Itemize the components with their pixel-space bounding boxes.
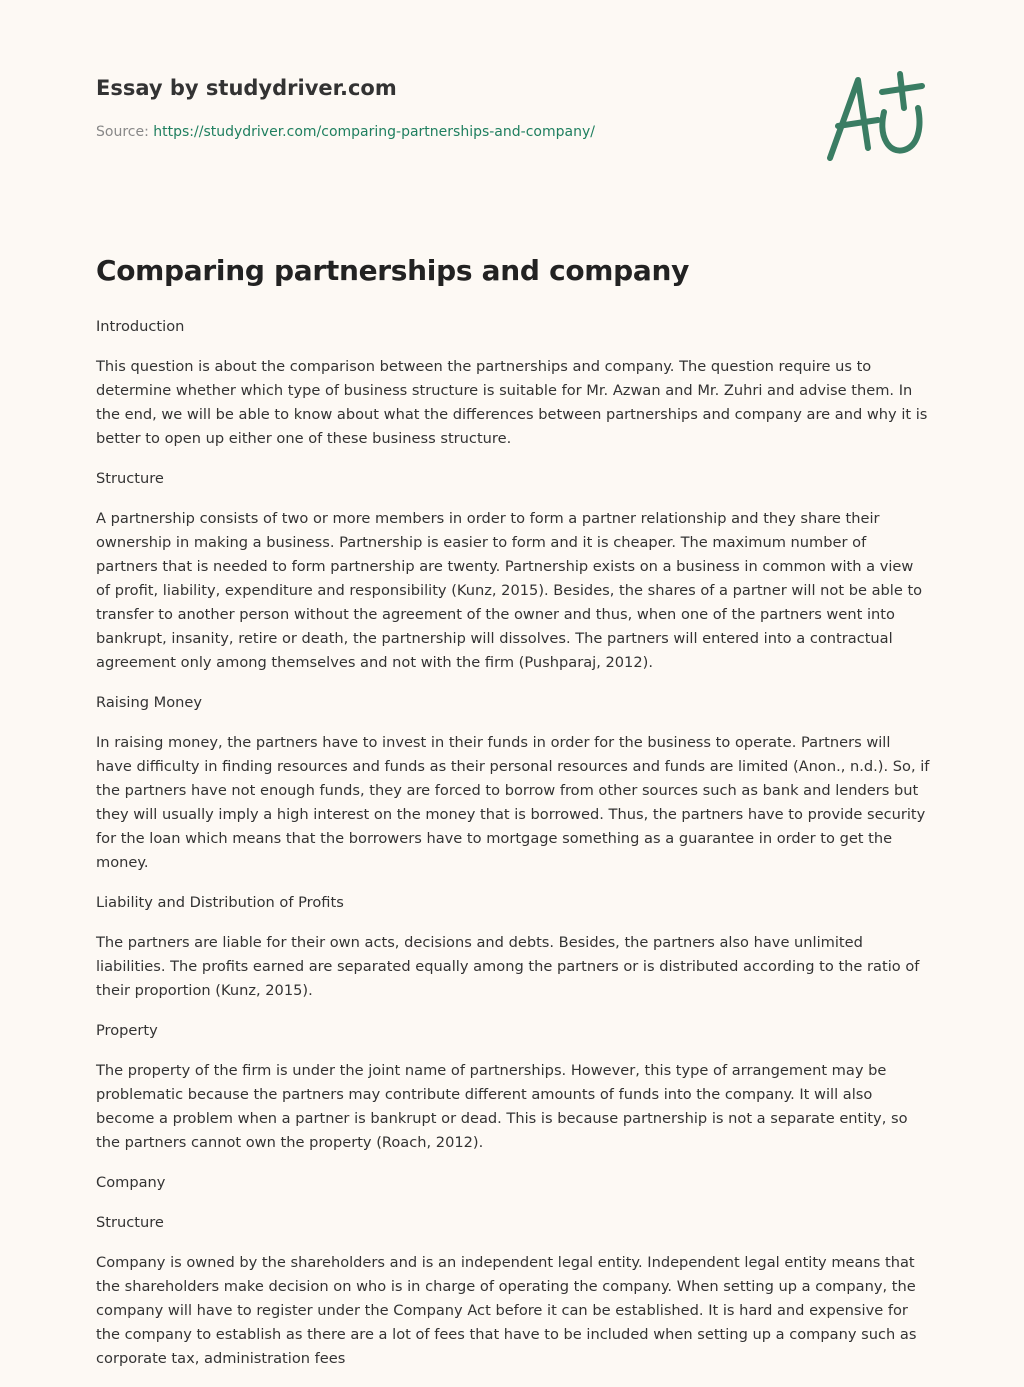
source-link[interactable]: https://studydriver.com/comparing-partnerships-and-company/ <box>153 124 595 140</box>
paragraph: This question is about the comparison between the partnerships and company. The question require us to determine whether which type of business structure is suitable for Mr. Azwan and Mr. Zuhri and advise them. In the end, we will be able to know about what the differences between partnerships and company are and why it is better to open up either one of these business structure. <box>96 358 928 447</box>
paragraph: The property of the firm is under the joint name of partnerships. However, this type of arrangement may be problematic because the partners may contribute different amounts of funds into the company. It will also become a problem when a partner is bankrupt or dead. This is because partnership is not a separate entity, so the partners cannot own the property (Roach, 2012). <box>96 1062 908 1151</box>
essay-title: Comparing partnerships and company <box>96 254 690 287</box>
section-heading: Structure <box>96 1214 164 1231</box>
section-heading: Introduction <box>96 318 185 335</box>
section-heading: Company <box>96 1174 166 1191</box>
paragraph: In raising money, the partners have to invest in their funds in order for the business to operate. Partners will have difficulty in finding resources and funds as their personal resources and funds are limited (Anon., n.d.). So, if the partners have not enough funds, they are forced to borrow from other sources such as bank and lenders but they will usually imply a high interest on the money that is borrowed. Thus, the partners have to provide security for the loan which means that the borrowers have to mortgage something as a guarantee in order to get the money. <box>96 734 930 871</box>
source-line <box>96 124 595 140</box>
paragraph: Company is owned by the shareholders and is an independent legal entity. Independent legal entity means that the shareholders make decision on who is in charge of operating the company. When setting up a company, the company will have to register under the Company Act before it can be established. It is hard and expensive for the company to establish as there are a lot of fees that have to be included when setting up a company such as corporate tax, administration fees <box>96 1254 917 1367</box>
section-heading: Structure <box>96 470 164 487</box>
paragraph: The partners are liable for their own acts, decisions and debts. Besides, the partners also have unlimited liabilities. The profits earned are separated equally among the partners or is distributed according to the ratio of their proportion (Kunz, 2015). <box>96 934 920 999</box>
section-heading: Liability and Distribution of Profits <box>96 894 344 911</box>
section-heading: Raising Money <box>96 694 203 711</box>
paragraph: A partnership consists of two or more members in order to form a partner relationship and they share their ownership in making a business. Partnership is easier to form and it is cheaper. The maximum number of partners that is needed to form partnership are twenty. Partnership exists on a business in common with a view of profit, liability, expenditure and responsibility (Kunz, 2015). Besides, the shares of a partner will not be able to transfer to another person without the agreement of the owner and thus, when one of the partners went into bankrupt, insanity, retire or death, the partnership will dissolves. The partners will entered into a contractual agreement only among themselves and not with the firm (Pushparaj, 2012). <box>96 510 923 671</box>
source-label: Source: <box>96 124 149 140</box>
brand-title: Essay by studydriver.com <box>96 76 397 100</box>
section-heading: Property <box>96 1022 158 1039</box>
a-plus-logo-icon <box>820 68 930 164</box>
essay-body <box>96 315 930 1387</box>
